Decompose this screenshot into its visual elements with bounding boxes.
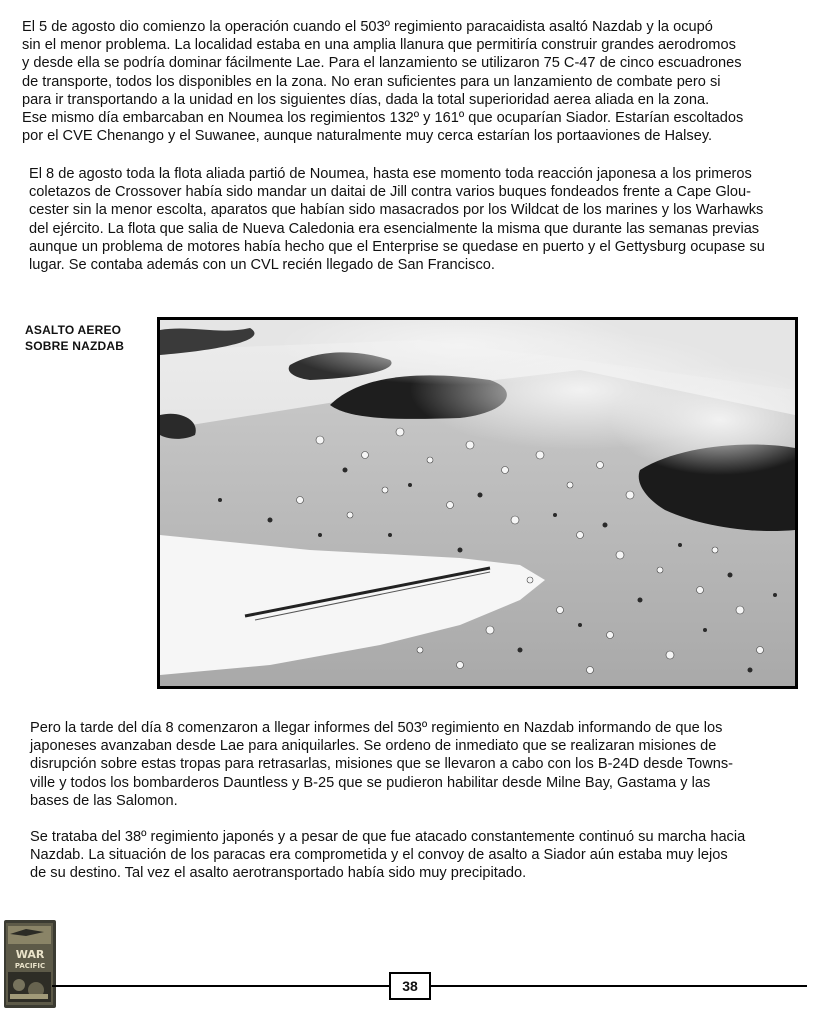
text-line: del ejército. La flota que salia de Nueva Caledonia era esencialmente la misma que durante las semanas previas <box>29 220 760 237</box>
text-line: Se trataba del 38º regimiento japonés y a pesar de que fue atacado constantemente continuó su marcha hacia <box>30 829 746 845</box>
text-line: y desde ella se podría dominar fácilmente Lae. Para el lanzamiento se utilizaron 75 C-47 de cinco escuadrones <box>22 55 742 72</box>
text-line: aunque un problema de motores había hecho que el Enterprise se quedase en puerto y el Gettysburg ocupase su <box>29 238 765 255</box>
text-line: cester sin la menor escolta, aparatos que habían sido masacrados por los Wildcat de los marines y los Warhawks <box>29 202 764 219</box>
airborne-assault-photo <box>157 317 798 689</box>
paragraph-4 <box>30 828 745 883</box>
dvd-title-line: PACIFIC <box>14 962 46 970</box>
photo-illustration <box>160 320 795 686</box>
text-line: Ese mismo día embarcaban en Noumea los regimientos 132º y 161º que ocuparían Siador. Estarían escoltados <box>22 110 744 127</box>
text-line: El 5 de agosto dio comienzo la operación cuando el 503º regimiento paracaidista asaltó Nazdab y la ocupó <box>22 19 713 35</box>
text-line: por el CVE Chenango y el Suwanee, aunque naturalmente muy cerca estarían los portaaviones de Halsey. <box>22 128 713 145</box>
dvd-box-art <box>4 920 56 1008</box>
caption-line: SOBRE NAZDAB <box>25 339 125 353</box>
text-line: sin el menor problema. La localidad estaba en una amplia llanura que permitiría construir grandes aerodromos <box>22 37 736 54</box>
text-line: de su destino. Tal vez el asalto aerotransportado había sido muy precipitado. <box>30 865 527 882</box>
text-line: de transporte, todos los disponibles en la zona. No eran suficientes para un lanzamiento de combate pero si <box>22 73 721 90</box>
text-line: disrupción sobre estas tropas para retrasarlas, misiones que se llevaron a cabo con los B-24D desde Towns- <box>30 756 734 773</box>
text-line: japoneses avanzaban desde Lae para aniquilarles. Se ordeno de inmediato que se realizaran misiones de <box>30 738 717 755</box>
paragraph-1 <box>22 18 743 145</box>
dvd-title-line: WAR <box>15 948 45 961</box>
text-line: lugar. Se contaba además con un CVL recién llegado de San Francisco. <box>29 257 495 274</box>
page-number: 38 <box>389 972 431 1000</box>
text-line: Pero la tarde del día 8 comenzaron a llegar informes del 503º regimiento en Nazdab informando de que los <box>30 720 723 736</box>
text-line: El 8 de agosto toda la flota aliada partió de Noumea, hasta ese momento toda reacción japonesa a los primeros <box>29 166 752 182</box>
war-in-pacific-dvd-cover <box>4 920 56 1008</box>
paragraph-3 <box>30 719 733 810</box>
text-line: coletazos de Crossover había sido mandar un daitai de Jill contra varios buques fondeados frente a Cape Glou- <box>29 184 752 201</box>
caption-line: ASALTO AEREO <box>25 323 122 337</box>
paragraph-2 <box>29 165 765 274</box>
text-line: para ir transportando a la unidad en los siguientes días, dada la total superioridad aerea aliada en la zona. <box>22 91 710 108</box>
text-line: ville y todos los bombarderos Dauntless y B-25 que se pudieron habilitar desde Milne Bay, Gastama y las <box>30 774 711 791</box>
text-line: bases de las Salomon. <box>30 792 178 809</box>
photo-caption <box>25 322 124 354</box>
text-line: Nazdab. La situación de los paracas era comprometida y el convoy de asalto a Siador aún estaba muy lejos <box>30 847 728 864</box>
